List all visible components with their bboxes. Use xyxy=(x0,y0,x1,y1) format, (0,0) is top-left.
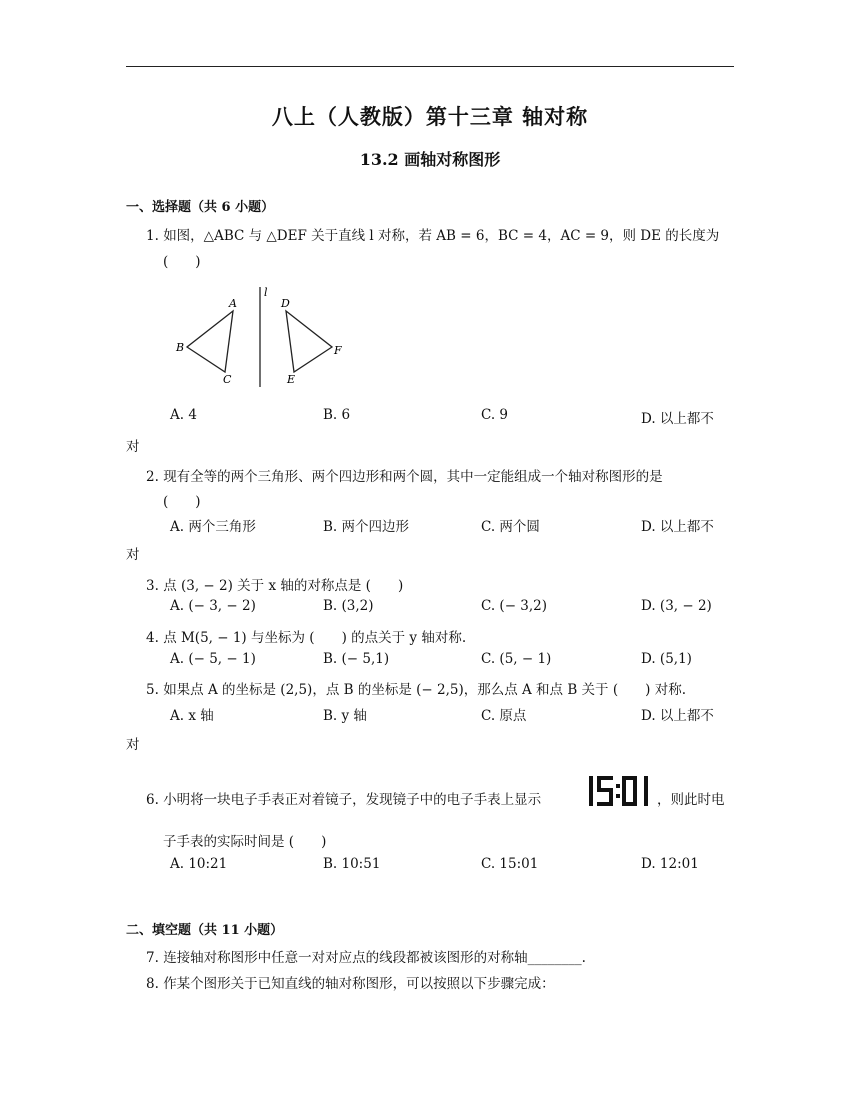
question-text: 如果点 A 的坐标是 (2,5)，点 B 的坐标是 (− 2,5)，那么点 A 和点 B 关于 xyxy=(163,682,609,698)
answer-blank[interactable]: ( ) xyxy=(612,682,651,698)
question-text-tail: 对称. xyxy=(654,682,686,698)
question-number: 2. xyxy=(146,469,159,485)
question-4 xyxy=(146,626,466,646)
question-6-line2 xyxy=(163,830,326,850)
label-a: A xyxy=(229,297,237,310)
header-rule xyxy=(126,66,734,67)
label-d: D xyxy=(281,297,290,310)
label-c: C xyxy=(223,373,232,386)
option-b[interactable]: B. 10:51 xyxy=(323,856,381,872)
triangle-def xyxy=(286,311,332,372)
option-b[interactable]: B. (3,2) xyxy=(323,598,374,614)
option-c[interactable]: C. 15:01 xyxy=(481,856,539,872)
question-5 xyxy=(146,678,686,698)
option-d-wrap: 对 xyxy=(126,439,140,455)
question-2 xyxy=(146,465,663,485)
option-a[interactable]: A. 4 xyxy=(170,407,197,423)
option-b[interactable]: B. y 轴 xyxy=(323,708,367,724)
question-text: 作某个图形关于已知直线的轴对称图形，可以按照以下步骤完成： xyxy=(163,976,555,992)
option-c[interactable]: C. (5, − 1) xyxy=(481,651,552,667)
question-text-tail: 的点关于 y 轴对称. xyxy=(351,630,467,646)
digital-clock-image xyxy=(586,775,652,811)
option-d[interactable]: D. (5,1) xyxy=(641,651,692,667)
triangle-abc xyxy=(187,311,233,372)
option-d[interactable]: D. 以上都不 xyxy=(641,708,714,724)
option-a[interactable]: A. 两个三角形 xyxy=(170,519,256,535)
question-number: 8. xyxy=(146,976,159,992)
question-number: 3. xyxy=(146,578,159,594)
answer-blank[interactable]: ( ) xyxy=(309,630,347,646)
option-c[interactable]: C. 原点 xyxy=(481,708,527,724)
question-8 xyxy=(146,972,555,992)
option-d[interactable]: D. 以上都不 xyxy=(641,411,714,427)
label-b: B xyxy=(176,341,185,354)
answer-blank[interactable]: ( ) xyxy=(365,578,404,594)
question-text: 现有全等的两个三角形、两个四边形和两个圆，其中一定能组成一个轴对称图形的是 xyxy=(163,469,663,485)
question-number: 5. xyxy=(146,682,159,698)
question-text: 子手表的实际时间是 xyxy=(163,834,285,850)
page-title: 八上（人教版）第十三章 轴对称 xyxy=(271,104,589,129)
option-d[interactable]: D. (3, − 2) xyxy=(641,598,712,614)
question-text: 连接轴对称图形中任意一对对应点的线段都被该图形的对称轴________. xyxy=(163,950,586,966)
question-7 xyxy=(146,946,586,966)
question-text-tail: ，则此时电 xyxy=(657,792,725,808)
option-d[interactable]: D. 以上都不 xyxy=(641,519,714,535)
option-a[interactable]: A. (− 5, − 1) xyxy=(170,651,256,667)
question-number: 1. xyxy=(146,228,159,244)
question-1 xyxy=(146,224,719,244)
option-d-wrap: 对 xyxy=(126,547,140,563)
option-b[interactable]: B. 两个四边形 xyxy=(323,519,410,535)
option-b[interactable]: B. 6 xyxy=(323,407,351,423)
option-b[interactable]: B. (− 5,1) xyxy=(323,651,390,667)
label-l: l xyxy=(264,286,268,299)
option-d-wrap: 对 xyxy=(126,737,140,753)
answer-blank[interactable]: ( ) xyxy=(288,834,327,850)
option-a[interactable]: A. 10:21 xyxy=(170,856,228,872)
section-heading-choice: 一、选择题（共 6 小题） xyxy=(126,200,275,215)
answer-blank[interactable]: ( ) xyxy=(163,254,201,270)
digital-clock-icon xyxy=(586,775,652,807)
option-a[interactable]: A. (− 3, − 2) xyxy=(170,598,256,614)
question-6 xyxy=(146,788,541,808)
question-text: 如图，△ABC 与 △DEF 关于直线 l 对称，若 AB = 6，BC = 4，AC = 9，则 DE 的长度为 xyxy=(163,228,720,244)
option-a[interactable]: A. x 轴 xyxy=(170,708,214,724)
section-heading-fill: 二、填空题（共 11 小题） xyxy=(126,923,284,938)
page-subtitle: 13.2 画轴对称图形 xyxy=(359,150,501,169)
figure-triangles xyxy=(170,283,360,397)
option-c[interactable]: C. 9 xyxy=(481,407,509,423)
question-text: 小明将一块电子手表正对着镜子，发现镜子中的电子手表上显示 xyxy=(163,792,542,808)
answer-blank[interactable]: ( ) xyxy=(163,494,201,510)
label-f: F xyxy=(334,344,342,357)
question-text: 点 M(5, − 1) 与坐标为 xyxy=(163,630,305,646)
label-e: E xyxy=(287,373,296,386)
question-text: 点 (3, − 2) 关于 x 轴的对称点是 xyxy=(163,578,362,594)
question-3 xyxy=(146,574,403,594)
question-number: 7. xyxy=(146,950,159,966)
option-d[interactable]: D. 12:01 xyxy=(641,856,699,872)
option-c[interactable]: C. 两个圆 xyxy=(481,519,540,535)
question-number: 4. xyxy=(146,630,159,646)
question-number: 6. xyxy=(146,792,159,808)
option-c[interactable]: C. (− 3,2) xyxy=(481,598,548,614)
